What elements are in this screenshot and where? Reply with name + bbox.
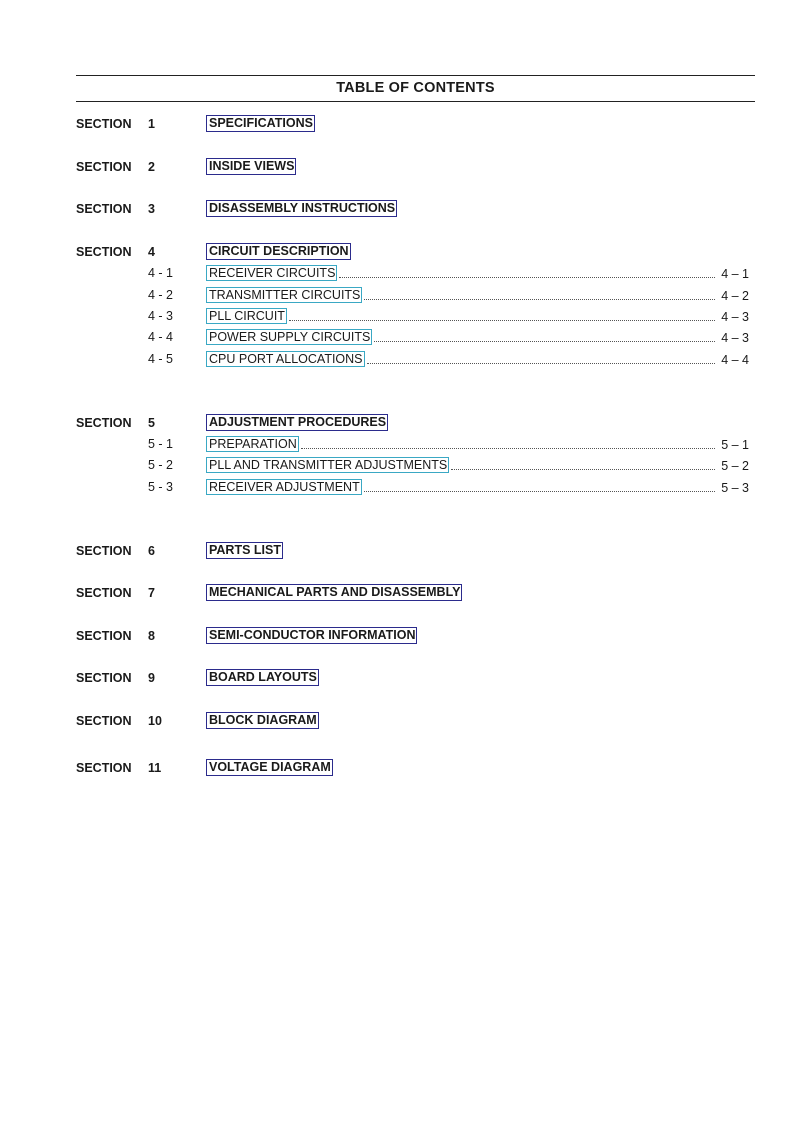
- section-label: SECTION: [76, 544, 132, 558]
- subsection-link-receiver-adjustment[interactable]: RECEIVER ADJUSTMENT: [206, 479, 362, 495]
- section-number: 10: [148, 714, 162, 728]
- subsection-number: 4 - 1: [148, 266, 174, 280]
- page-reference: 4 – 1: [721, 267, 749, 281]
- top-rule: [76, 75, 755, 76]
- dot-leader: [339, 277, 715, 278]
- subsection-row: [206, 328, 749, 345]
- subsection-link-power-supply-circuits[interactable]: POWER SUPPLY CIRCUITS: [206, 329, 372, 345]
- section-link-inside-views[interactable]: INSIDE VIEWS: [206, 158, 296, 175]
- section-number: 11: [148, 761, 162, 775]
- section-label: SECTION: [76, 160, 132, 174]
- subsection-row: [206, 456, 749, 473]
- subsection-row: [206, 435, 749, 452]
- section-label: SECTION: [76, 586, 132, 600]
- subsection-link-cpu-port-allocations[interactable]: CPU PORT ALLOCATIONS: [206, 351, 365, 367]
- subsection-link-pll-and-transmitter-adjustments[interactable]: PLL AND TRANSMITTER ADJUSTMENTS: [206, 457, 449, 473]
- subsection-number: 4 - 2: [148, 288, 174, 302]
- section-label: SECTION: [76, 202, 132, 216]
- section-label: SECTION: [76, 629, 132, 643]
- section-number: 1: [148, 117, 155, 131]
- subsection-link-transmitter-circuits[interactable]: TRANSMITTER CIRCUITS: [206, 287, 362, 303]
- section-link-block-diagram[interactable]: BLOCK DIAGRAM: [206, 712, 319, 729]
- section-number: 6: [148, 544, 155, 558]
- section-link-board-layouts[interactable]: BOARD LAYOUTS: [206, 669, 319, 686]
- subsection-row: [206, 478, 749, 495]
- dot-leader: [364, 299, 715, 300]
- dot-leader: [374, 341, 715, 342]
- section-number: 3: [148, 202, 155, 216]
- subsection-number: 4 - 5: [148, 352, 174, 366]
- subsection-row: [206, 350, 749, 367]
- page-reference: 5 – 3: [721, 481, 749, 495]
- section-label: SECTION: [76, 761, 132, 775]
- section-label: SECTION: [76, 117, 132, 131]
- section-label: SECTION: [76, 245, 132, 259]
- subsection-link-receiver-circuits[interactable]: RECEIVER CIRCUITS: [206, 265, 337, 281]
- subsection-row: [206, 286, 749, 303]
- section-link-disassembly-instructions[interactable]: DISASSEMBLY INSTRUCTIONS: [206, 200, 397, 217]
- subsection-link-pll-circuit[interactable]: PLL CIRCUIT: [206, 308, 287, 324]
- page-reference: 5 – 2: [721, 459, 749, 473]
- section-number: 8: [148, 629, 155, 643]
- section-number: 9: [148, 671, 155, 685]
- page-reference: 4 – 2: [721, 289, 749, 303]
- page-reference: 5 – 1: [721, 438, 749, 452]
- section-link-parts-list[interactable]: PARTS LIST: [206, 542, 283, 559]
- page-reference: 4 – 3: [721, 310, 749, 324]
- section-label: SECTION: [76, 416, 132, 430]
- subsection-number: 4 - 3: [148, 309, 174, 323]
- section-link-adjustment-procedures[interactable]: ADJUSTMENT PROCEDURES: [206, 414, 388, 431]
- section-link-mechanical-parts[interactable]: MECHANICAL PARTS AND DISASSEMBLY: [206, 584, 462, 601]
- page-reference: 4 – 4: [721, 353, 749, 367]
- subsection-number: 5 - 1: [148, 437, 174, 451]
- dot-leader: [364, 491, 715, 492]
- toc-title: TABLE OF CONTENTS: [336, 80, 495, 96]
- subsection-link-preparation[interactable]: PREPARATION: [206, 436, 299, 452]
- subsection-number: 5 - 3: [148, 480, 174, 494]
- page-reference: 4 – 3: [721, 331, 749, 345]
- section-link-semi-conductor-information[interactable]: SEMI-CONDUCTOR INFORMATION: [206, 627, 417, 644]
- section-link-voltage-diagram[interactable]: VOLTAGE DIAGRAM: [206, 759, 333, 776]
- dot-leader: [301, 448, 715, 449]
- subsection-row: [206, 307, 749, 324]
- dot-leader: [289, 320, 715, 321]
- section-link-circuit-description[interactable]: CIRCUIT DESCRIPTION: [206, 243, 351, 260]
- dot-leader: [367, 363, 716, 364]
- title-underline: [76, 101, 755, 102]
- section-number: 5: [148, 416, 155, 430]
- section-link-specifications[interactable]: SPECIFICATIONS: [206, 115, 315, 132]
- dot-leader: [451, 469, 715, 470]
- subsection-row: [206, 264, 749, 281]
- section-number: 4: [148, 245, 155, 259]
- subsection-number: 4 - 4: [148, 330, 174, 344]
- section-label: SECTION: [76, 714, 132, 728]
- section-number: 2: [148, 160, 155, 174]
- section-number: 7: [148, 586, 155, 600]
- subsection-number: 5 - 2: [148, 458, 174, 472]
- section-label: SECTION: [76, 671, 132, 685]
